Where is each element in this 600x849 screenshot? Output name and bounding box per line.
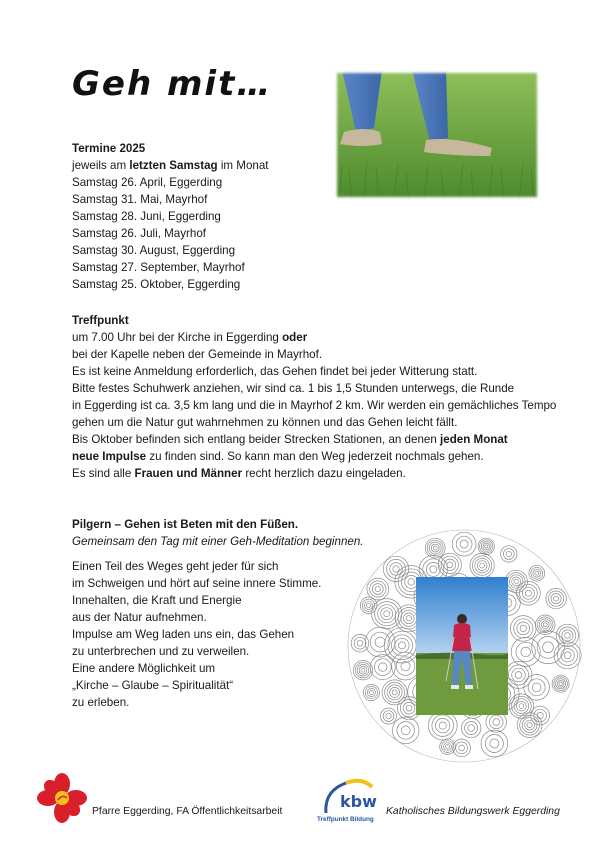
- pilgern-line: Impulse am Weg laden uns ein, das Gehen: [72, 628, 295, 641]
- page-title: Geh mit…: [72, 64, 273, 104]
- mandala-circle: [444, 743, 452, 751]
- mandala-circle: [393, 566, 399, 572]
- footer-kbw-text: Katholisches Bildungswerk Eggerding: [386, 806, 560, 817]
- mandala-circle: [483, 543, 490, 550]
- mandala-circle: [372, 599, 402, 629]
- walking-feet-photo: [334, 70, 540, 200]
- mandala-circle: [465, 722, 478, 735]
- mandala-circle: [365, 601, 373, 609]
- mandala-circle: [562, 630, 573, 641]
- mandala-circle: [514, 579, 518, 583]
- termine-heading: Termine 2025: [72, 142, 146, 155]
- mandala-circle: [381, 608, 393, 620]
- text-run: Bis Oktober befinden sich entlang beider Strecken Stationen, an denen: [72, 433, 441, 446]
- mandala-circle: [386, 713, 391, 718]
- mandala-circle: [535, 571, 539, 575]
- mandala-circle: [509, 694, 533, 718]
- pilgern-text: [72, 558, 321, 711]
- mandala-circle: [537, 636, 559, 658]
- mandala-circle: [385, 682, 405, 702]
- mandala-circle: [561, 649, 574, 662]
- termin-date: Samstag 27. September, Mayrhof: [72, 261, 245, 274]
- mandala-circle: [472, 556, 491, 575]
- mandala-circle: [390, 687, 400, 697]
- termine-intro-suffix: im Monat: [217, 159, 269, 172]
- mandala-circle: [431, 544, 439, 552]
- mandala-circle: [392, 690, 397, 695]
- mandala-circle: [401, 726, 410, 735]
- termine-intro-prefix: jeweils am: [72, 159, 130, 172]
- mandala-circle: [481, 730, 508, 757]
- mandala-circle: [565, 633, 571, 639]
- mandala-circle: [459, 745, 465, 751]
- mandala-circle: [541, 621, 549, 629]
- mandala-circle: [382, 680, 407, 705]
- mandala-circle: [512, 577, 521, 586]
- pfarre-flower-logo: [36, 772, 88, 824]
- mandala-circle: [543, 623, 547, 627]
- mandala-circle: [456, 742, 468, 754]
- pilgern-line: aus der Natur aufnehmen.: [72, 611, 207, 624]
- pilgern-line: zu erleben.: [72, 696, 130, 709]
- mandala-circle: [546, 588, 566, 608]
- text-run-bold: Frauen und Männer: [134, 467, 243, 480]
- mandala-circle: [468, 725, 475, 732]
- mandala-circle: [447, 562, 453, 568]
- mandala-circle: [461, 718, 481, 738]
- mandala-circle: [485, 735, 503, 753]
- pilgern-line: Einen Teil des Weges geht jeder für sich: [72, 560, 279, 573]
- mandala-circle: [354, 637, 366, 649]
- mandala-circle: [524, 675, 550, 701]
- mandala-circle: [517, 701, 527, 711]
- mandala-circle: [383, 556, 408, 581]
- mandala-circle: [528, 679, 545, 696]
- mandala-circle: [533, 569, 541, 577]
- mandala-circle: [406, 705, 412, 711]
- woman-walking-photo: [416, 577, 508, 715]
- mandala-circle: [554, 596, 559, 601]
- mandala-circle: [525, 720, 535, 730]
- mandala-circle: [503, 549, 514, 560]
- mandala-circle: [480, 563, 485, 568]
- mandala-circle: [359, 666, 367, 674]
- mandala-circle: [444, 559, 456, 571]
- mandala-circle: [363, 684, 379, 700]
- pilgern-line: Innehalten, die Kraft und Energie: [72, 594, 242, 607]
- mandala-circle: [353, 661, 372, 680]
- text-run: recht herzlich dazu eingeladen.: [242, 467, 406, 480]
- mandala-circle: [374, 659, 391, 676]
- mandala-circle: [432, 715, 454, 737]
- treffpunkt-heading: Treffpunkt: [72, 314, 129, 327]
- mandala-circle: [551, 594, 561, 604]
- termin-date: Samstag 30. August, Eggerding: [72, 244, 236, 257]
- mandala-circle: [515, 672, 522, 679]
- mandala-circle: [388, 631, 416, 659]
- mandala-circle: [452, 532, 476, 556]
- treffpunkt-line: Es ist keine Anmeldung erforderlich, das Gehen findet bei jeder Witterung statt.: [72, 365, 478, 378]
- mandala-circle: [470, 553, 494, 577]
- mandala-circle: [365, 627, 395, 657]
- text-run: zu finden sind. So kann man den Weg jederzeit nochmals gehen.: [146, 450, 484, 463]
- mandala-circle: [522, 587, 534, 599]
- mandala-circle: [372, 584, 383, 595]
- mandala-circle: [477, 561, 487, 571]
- mandala-circle: [367, 603, 371, 607]
- mandala-circle: [375, 637, 385, 647]
- mandala-circle: [554, 642, 581, 669]
- mandala-circle: [506, 551, 511, 556]
- termine-section: [72, 140, 269, 293]
- mandala-circle: [532, 631, 565, 664]
- mandala-circle: [403, 702, 415, 714]
- mandala-circle: [537, 617, 553, 633]
- kbw-logo-subtitle: Treffpunkt Bildung: [317, 816, 374, 823]
- mandala-circle: [436, 718, 450, 732]
- mandala-circle: [395, 638, 409, 652]
- mandala-circle: [370, 632, 390, 652]
- treffpunkt-line: [72, 465, 556, 482]
- mandala-circle: [425, 538, 445, 558]
- mandala-circle: [375, 602, 399, 626]
- mandala-circle: [357, 640, 363, 646]
- mandala-circle: [535, 615, 555, 635]
- mandala-circle: [406, 616, 411, 621]
- mandala-circle: [512, 668, 526, 682]
- mandala-circle: [367, 578, 389, 600]
- treffpunkt-line: [72, 329, 556, 346]
- mandala-circle: [446, 745, 450, 749]
- mandala-circle: [517, 581, 541, 605]
- mandala-circle: [534, 709, 547, 722]
- pilgern-line: im Schweigen und hört auf seine innere Stimme.: [72, 577, 322, 590]
- treffpunkt-line: in Eggerding ist ca. 3,5 km lang und die in Mayrhof 2 km. Wir werden ein gemächliches Tempo: [72, 399, 557, 412]
- text-run: Es sind alle: [72, 467, 135, 480]
- mandala-circle: [369, 691, 373, 695]
- mandala-circle: [493, 719, 500, 726]
- mandala-circle: [485, 545, 488, 548]
- text-run: um 7.00 Uhr bei der Kirche in Eggerding: [72, 331, 283, 344]
- kbw-logo-text: kbw: [340, 792, 377, 811]
- mandala-circle: [390, 563, 403, 576]
- footer-pfarre-text: Pfarre Eggerding, FA Öffentlichkeitsarbeit: [92, 806, 283, 817]
- mandala-circle: [520, 625, 526, 631]
- treffpunkt-section: [72, 312, 556, 482]
- mandala-circle: [527, 723, 532, 728]
- mandala-circle: [460, 540, 468, 548]
- mandala-circle: [552, 675, 569, 692]
- mandala-circle: [558, 645, 578, 665]
- mandala-circle: [478, 538, 494, 554]
- mandala-circle: [456, 536, 472, 552]
- mandala-circle: [559, 682, 562, 685]
- mandala-circle: [399, 642, 406, 649]
- termin-date: Samstag 26. April, Eggerding: [72, 176, 223, 189]
- mandala-circle: [505, 662, 532, 689]
- mandala-circle: [507, 573, 525, 591]
- mandala-circle: [520, 715, 540, 735]
- pilgern-line: „Kirche – Glaube – Spiritualität“: [72, 679, 234, 692]
- treffpunkt-line: [72, 431, 556, 448]
- termine-intro: [72, 157, 269, 174]
- termine-intro-bold: letzten Samstag: [129, 159, 218, 172]
- termin-date: Samstag 26. Juli, Mayrhof: [72, 227, 207, 240]
- pilgern-line: zu unterbrechen und zu verweilen.: [72, 645, 250, 658]
- mandala-circle: [392, 717, 419, 744]
- pilgern-section: [72, 516, 364, 550]
- mandala-circle: [384, 611, 390, 617]
- mandala-circle: [438, 553, 461, 576]
- termin-date: Samstag 28. Juni, Eggerding: [72, 210, 221, 223]
- mandala-circle: [519, 704, 524, 709]
- mandala-circle: [379, 663, 387, 671]
- mandala-circle: [383, 711, 394, 722]
- mandala-circle: [521, 647, 531, 657]
- pilgern-subtitle: Gemeinsam den Tag mit einer Geh-Meditation beginnen.: [72, 535, 364, 548]
- mandala-circle: [525, 590, 531, 596]
- mandala-circle: [517, 713, 542, 738]
- text-run-bold: oder: [282, 331, 308, 344]
- mandala-circle: [367, 688, 375, 696]
- mandala-circle: [408, 579, 415, 586]
- treffpunkt-line: bei der Kapelle neben der Gemeinde in Mayrhof.: [72, 348, 323, 361]
- treffpunkt-line: Bitte festes Schuhwerk anziehen, wir sind ca. 1 bis 1,5 Stunden unterwegs, die Runde: [72, 382, 515, 395]
- mandala-circle: [532, 683, 541, 692]
- mandala-circle: [397, 722, 415, 740]
- treffpunkt-line: gehen um die Natur gut wahrnehmen zu können und das Gehen leicht fällt.: [72, 416, 458, 429]
- mandala-circle: [529, 565, 545, 581]
- mandala-circle: [430, 566, 437, 573]
- mandala-circle: [428, 711, 457, 740]
- text-run-bold: neue Impulse: [72, 450, 147, 463]
- pilgern-heading: Pilgern – Gehen ist Beten mit den Füßen.: [72, 518, 299, 531]
- termin-date: Samstag 25. Oktober, Eggerding: [72, 278, 241, 291]
- termin-date: Samstag 31. Mai, Mayrhof: [72, 193, 208, 206]
- pilgern-line: Eine andere Möglichkeit um: [72, 662, 216, 675]
- mandala-circle: [439, 722, 446, 729]
- mandala-circle: [375, 586, 380, 591]
- mandala-circle: [557, 680, 564, 687]
- mandala-circle: [489, 715, 503, 729]
- mandala-circle: [433, 546, 437, 550]
- mandala-circle: [403, 613, 414, 624]
- mandala-circle: [543, 642, 554, 653]
- treffpunkt-line: [72, 448, 556, 465]
- mandala-circle: [564, 652, 571, 659]
- mandala-circle: [361, 668, 365, 672]
- mandala-circle: [517, 622, 530, 635]
- text-run-bold: jeden Monat: [440, 433, 508, 446]
- mandala-circle: [427, 540, 443, 556]
- mandala-circle: [355, 663, 370, 678]
- mandala-circle: [490, 739, 499, 748]
